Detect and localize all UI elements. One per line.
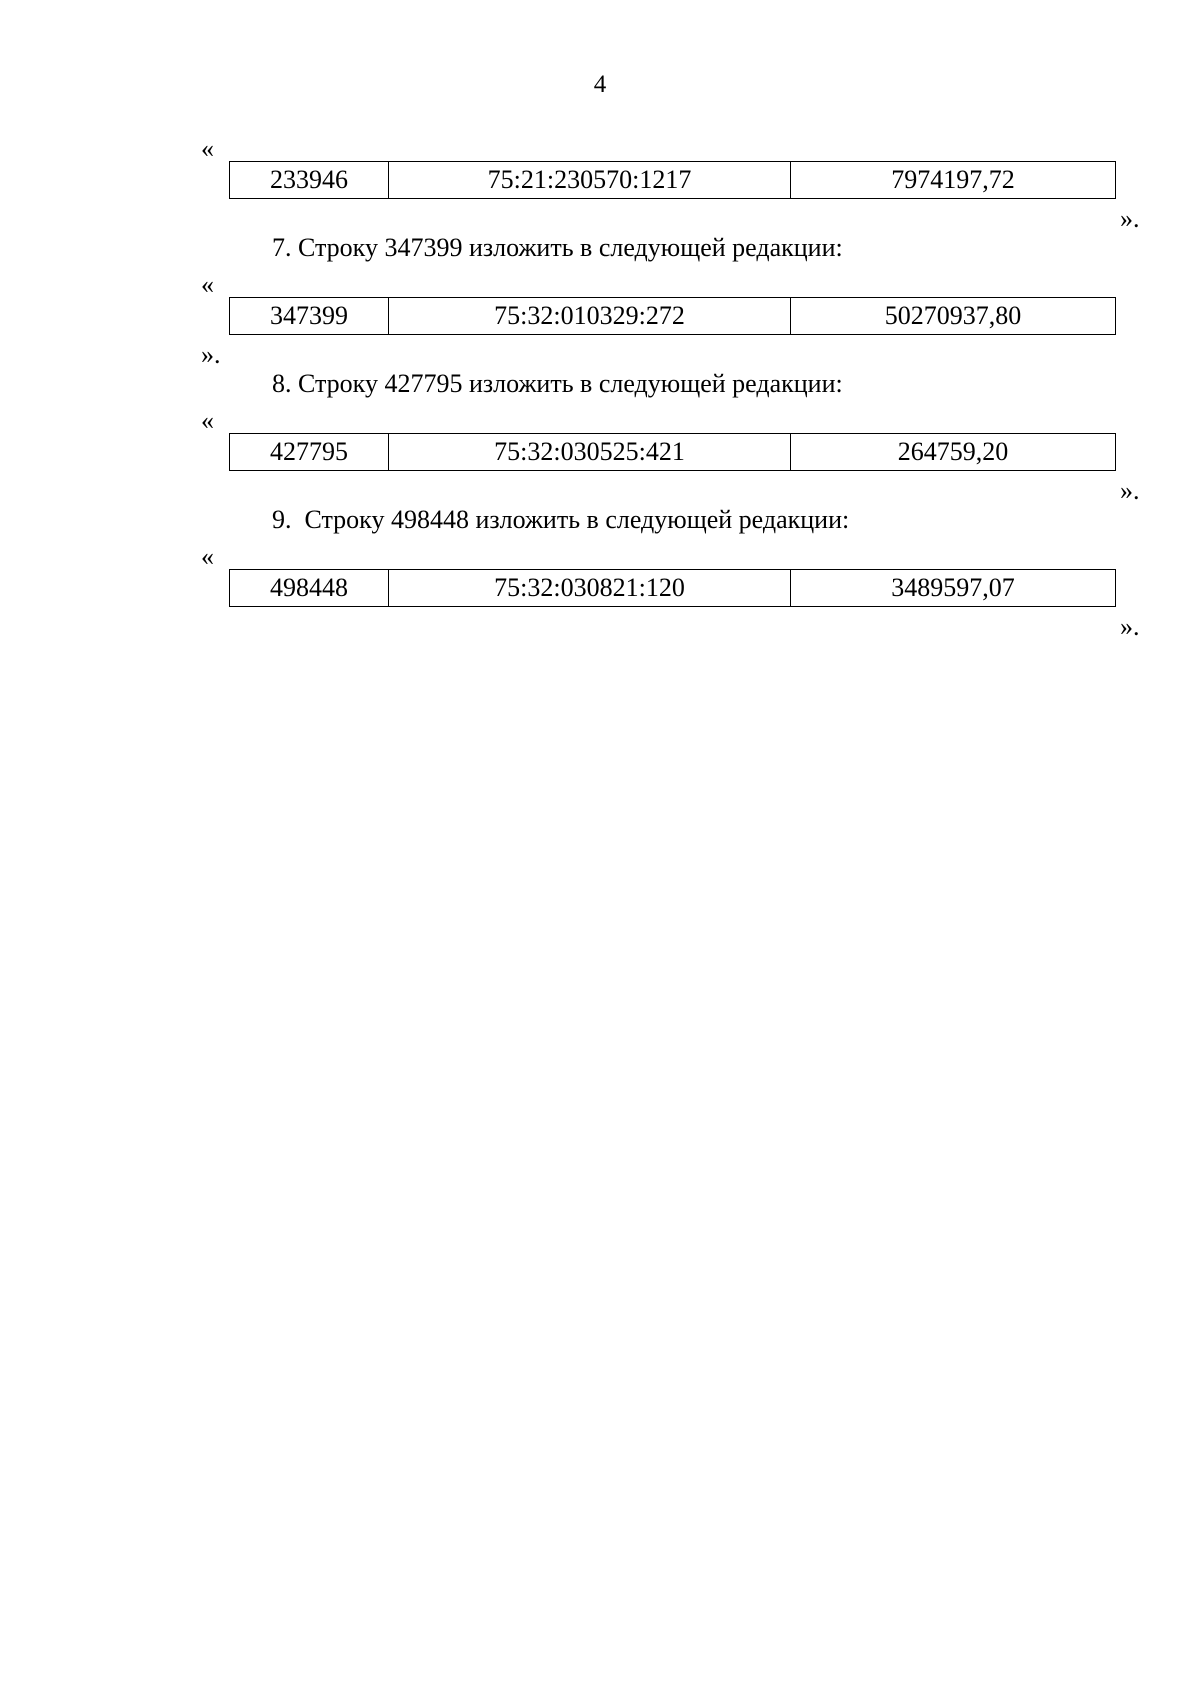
value-cell: 50270937,80 <box>791 298 1116 335</box>
instruction-text: 9. Строку 498448 изложить в следующей редакции: <box>272 505 850 534</box>
replacement-row-table <box>229 297 1116 335</box>
value-cell: 264759,20 <box>791 434 1116 471</box>
table-row <box>230 162 1116 199</box>
value-cell: 7974197,72 <box>791 162 1116 199</box>
cadastral-number-cell: 75:32:010329:272 <box>389 298 791 335</box>
row-number-cell: 498448 <box>230 570 389 607</box>
table-row <box>230 434 1116 471</box>
instruction-text: 8. Строку 427795 изложить в следующей редакции: <box>272 369 843 398</box>
close-quote: ». <box>1120 612 1140 641</box>
cadastral-number-cell: 75:21:230570:1217 <box>389 162 791 199</box>
open-quote: « <box>201 542 214 571</box>
close-quote: ». <box>1120 476 1140 505</box>
table-row <box>230 570 1116 607</box>
open-quote: « <box>201 270 214 299</box>
cadastral-number-cell: 75:32:030525:421 <box>389 434 791 471</box>
page-number: 4 <box>593 71 607 98</box>
open-quote: « <box>201 134 214 163</box>
instruction-text: 7. Строку 347399 изложить в следующей редакции: <box>272 233 843 262</box>
close-quote: ». <box>1120 204 1140 233</box>
row-number-cell: 427795 <box>230 434 389 471</box>
replacement-row-table <box>229 569 1116 607</box>
replacement-row-table <box>229 433 1116 471</box>
table-row <box>230 298 1116 335</box>
cadastral-number-cell: 75:32:030821:120 <box>389 570 791 607</box>
open-quote: « <box>201 406 214 435</box>
row-number-cell: 347399 <box>230 298 389 335</box>
close-quote: ». <box>201 340 221 369</box>
replacement-row-table <box>229 161 1116 199</box>
value-cell: 3489597,07 <box>791 570 1116 607</box>
row-number-cell: 233946 <box>230 162 389 199</box>
